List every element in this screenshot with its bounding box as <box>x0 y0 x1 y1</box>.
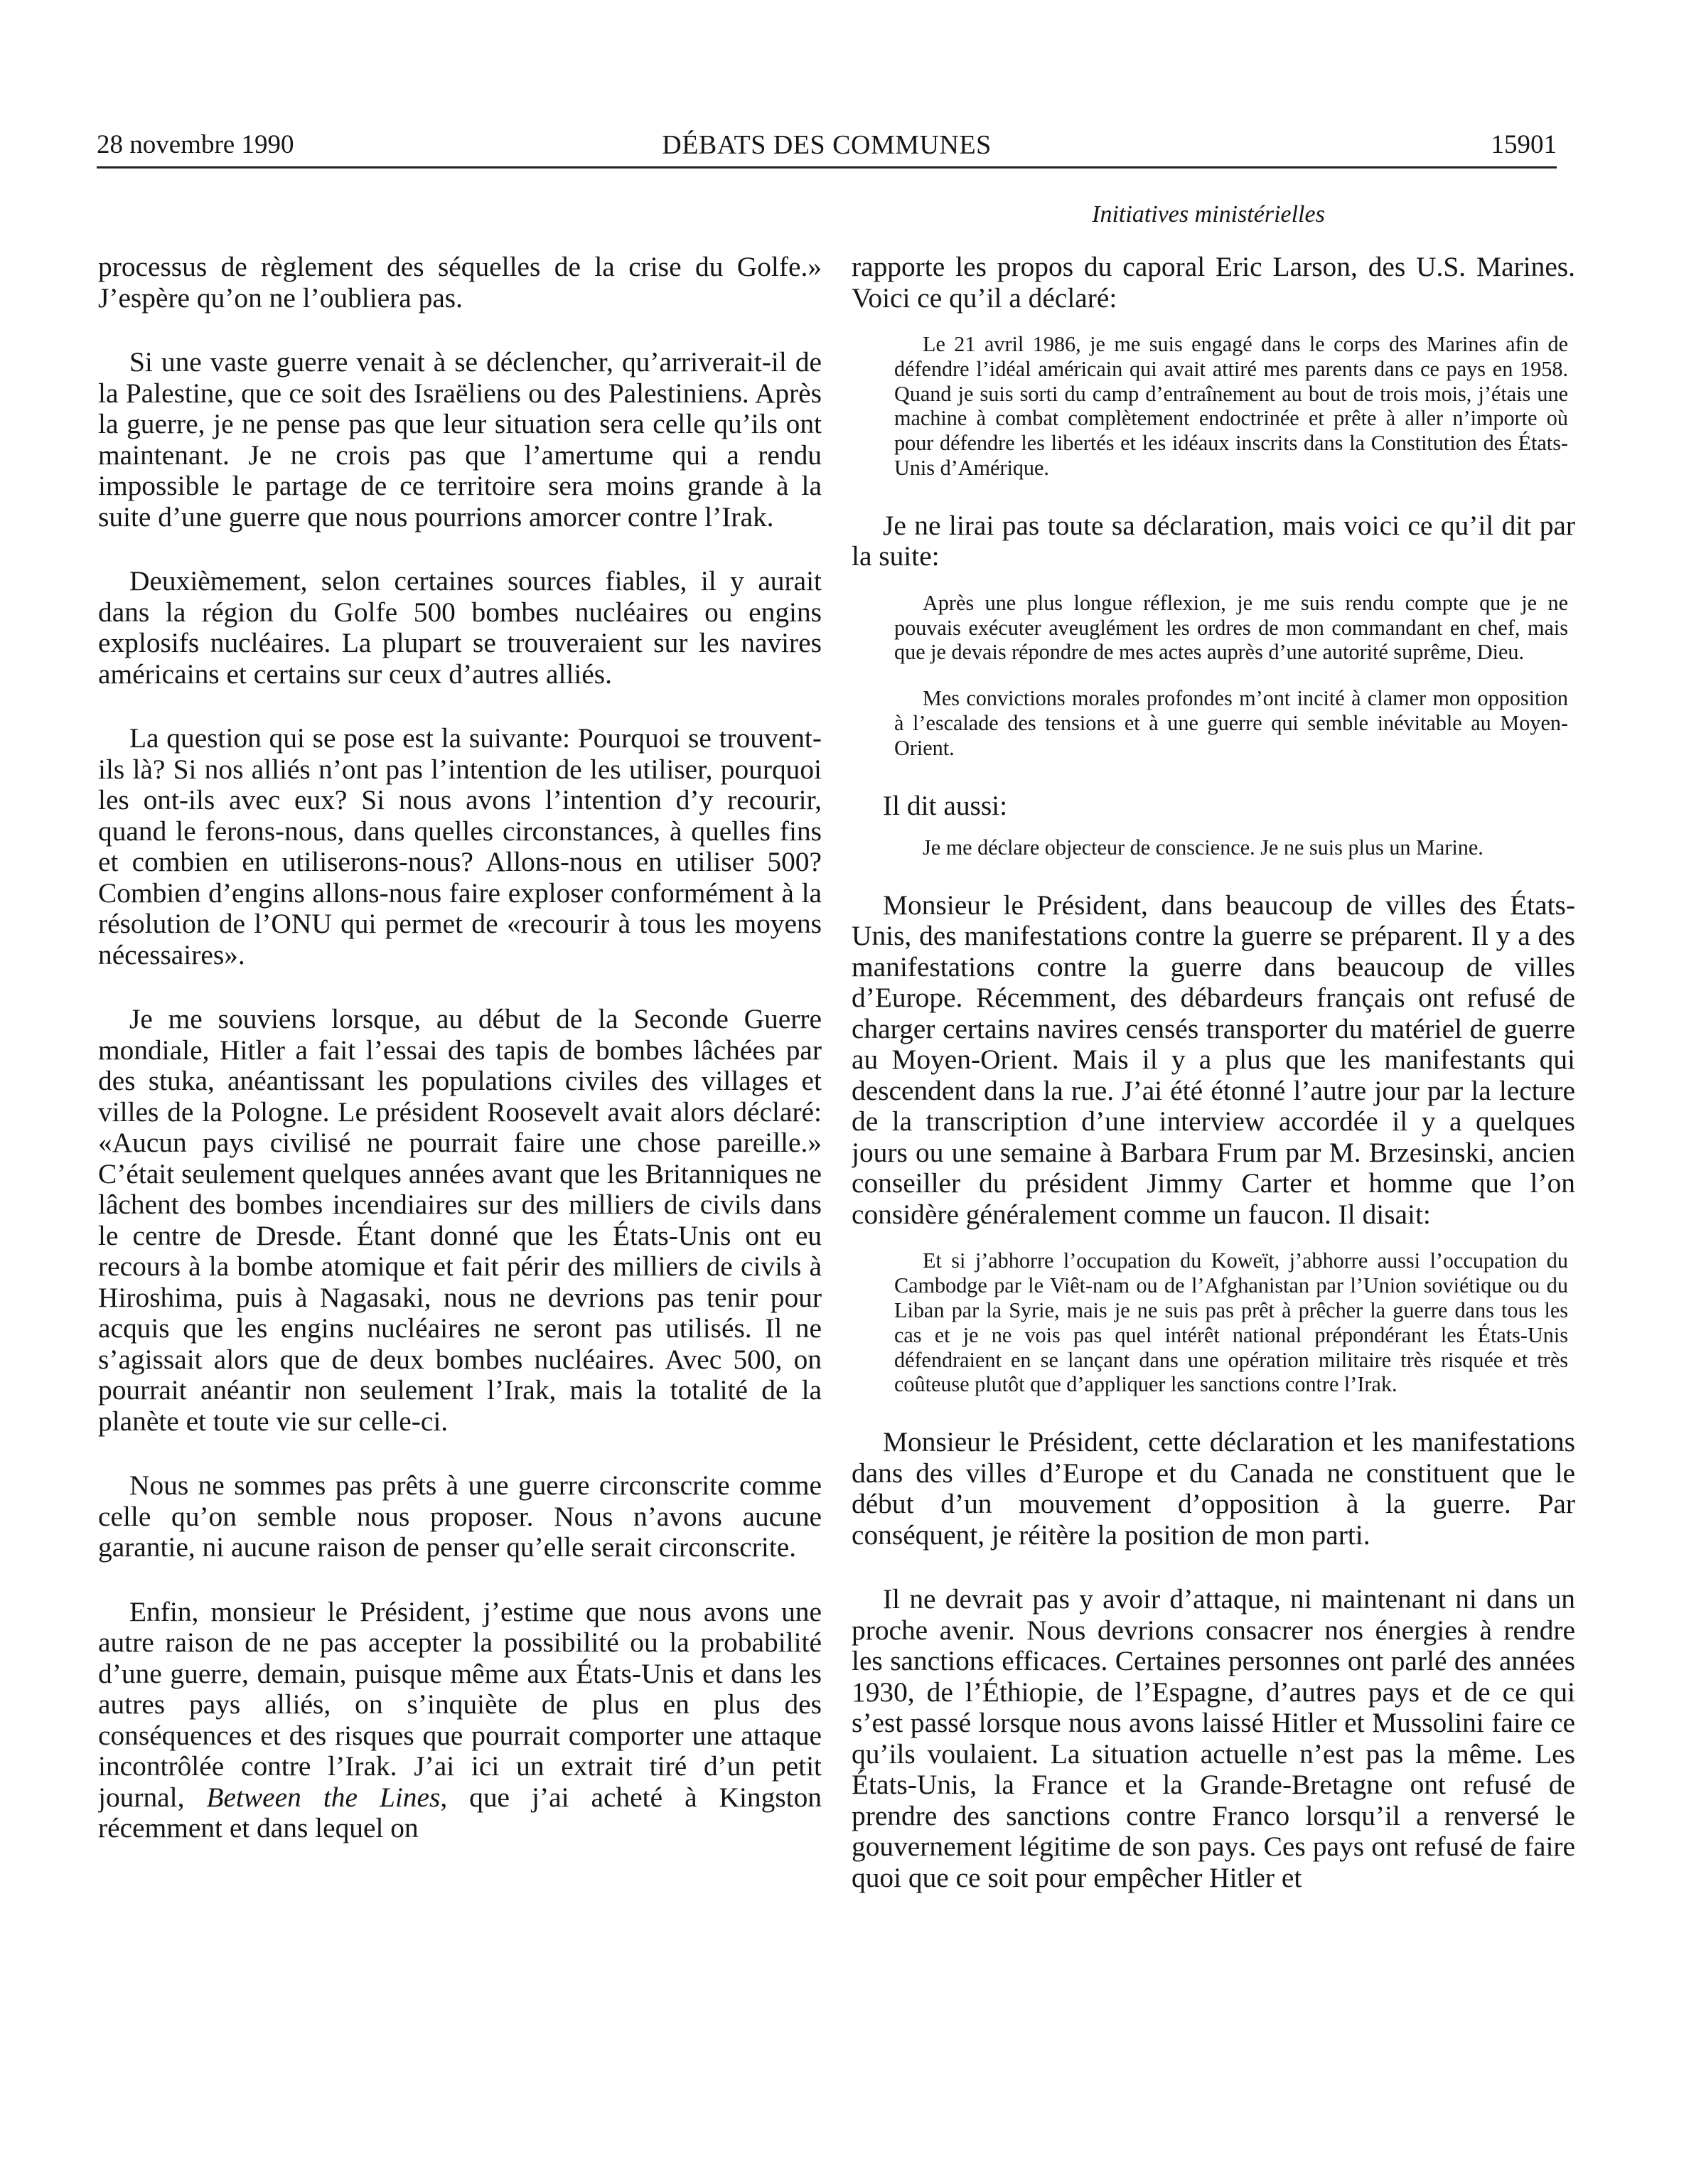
block-quote: Mes convictions morales profondes m’ont incité à clamer mon opposition à l’escalade des tensions et à une guerre qui semble inévitable au Moyen-Orient. <box>894 686 1568 760</box>
paragraph: Deuxièmement, selon certaines sources fiables, il y aurait dans la région du Golfe 500 bombes nucléaires ou engins explosifs nucléaires. La plupart se trouveraient sur les navires américains et certains sur ceux d’autres alliés. <box>98 565 822 690</box>
paragraph: Si une vaste guerre venait à se déclencher, qu’arriverait-il de la Palestine, que ce soit des Israëliens ou des Palestiniens. Après la guerre, je ne pense pas que leur situation sera celle qu’ils ont maintenant. Je ne crois pas que l’amertume qui a rendu impossible le partage de ce territoire sera moins grande à la suite d’une guerre que nous pourrions amorcer contre l’Irak. <box>98 346 822 532</box>
paragraph: processus de règlement des séquelles de la crise du Golfe.» J’espère qu’on ne l’oubliera pas. <box>98 252 822 314</box>
paragraph <box>98 1597 822 1844</box>
paragraph-text: , que j’ai acheté à Kingston récemment et dans lequel on <box>98 1781 822 1843</box>
paragraph: Nous ne sommes pas prêts à une guerre circonscrite comme celle qu’on semble nous proposer. Nous n’avons aucune garantie, ni aucune raison de penser qu’elle serait circonscrite. <box>98 1470 822 1563</box>
block-quote: Après une plus longue réflexion, je me suis rendu compte que je ne pouvais exécuter aveuglément les ordres de mon commandant en chef, mais que je devais répondre de mes actes auprès d’une autorité suprême, Dieu. <box>894 590 1568 665</box>
page-header <box>97 125 1557 165</box>
block-quote: Le 21 avril 1986, je me suis engagé dans le corps des Marines afin de défendre l’idéal américain qui avait attiré mes parents dans ce pays en 1958. Quand je suis sorti du camp d’entraînement au bout de trois mois, j’étais une machine à combat complètement endoctrinée et prête à aller n’importe où pour défendre les libertés et les idéaux inscrits dans la Constitution des États-Unis d’Amérique. <box>894 332 1568 480</box>
paragraph: Je ne lirai pas toute sa déclaration, mais voici ce qu’il dit par la suite: <box>852 509 1575 572</box>
block-quote: Je me déclare objecteur de conscience. Je ne suis plus un Marine. <box>923 835 1484 860</box>
page-number: 15901 <box>1491 130 1557 159</box>
left-column <box>98 252 822 2157</box>
paragraph: Monsieur le Président, dans beaucoup de villes des États-Unis, des manifestations contre la guerre se préparent. Il y a des manifestations contre la guerre dans beaucoup de villes d’Europe. Récemment, des débardeurs français ont refusé de charger certains navires censés transporter du matériel de guerre au Moyen-Orient. Mais il y a plus que les manifestants qui descendent dans la rue. J’ai été étonné l’autre jour par la lecture de la transcription d’une interview accordée il y a quelques jours ou une semaine à Barbara Frum par M. Brzesinski, ancien conseiller du président Jimmy Carter et homme que l’on considère généralement comme un faucon. Il disait: <box>852 889 1575 1230</box>
paragraph-text: Enfin, monsieur le Président, j’estime que nous avons une autre raison de ne pas accepter la possibilité ou la probabilité d’une guerre, demain, puisque même aux États-Unis et dans les autres pays alliés, on s’inquiète de plus en plus des conséquences et des risques que pourrait comporter une attaque incontrôlée contre l’Irak. J’ai ici un extrait tiré d’un petit journal, <box>98 1595 822 1813</box>
header-date: 28 novembre 1990 <box>97 130 294 159</box>
paragraph: Monsieur le Président, cette déclaration et les manifestations dans des villes d’Europe et du Canada ne constituent que le début d’un mouvement d’opposition à la guerre. Par conséquent, je réitère la position de mon parti. <box>852 1426 1575 1551</box>
paragraph: rapporte les propos du caporal Eric Larson, des U.S. Marines. Voici ce qu’il a déclaré: <box>852 252 1575 314</box>
paragraph: La question qui se pose est la suivante: Pourquoi se trouvent-ils là? Si nos alliés n’ont pas l’intention de les utiliser, pourquoi les ont-ils avec eux? Si nous avons l’intention d’y recourir, quand le ferons-nous, dans quelles circonstances, à quelles fins et combien en utiliserons-nous? Allons-nous en utiliser 500? Combien d’engins allons-nous faire exploser conformément à la résolution de l’ONU qui permet de «recourir à tous les moyens nécessaires». <box>98 722 822 970</box>
block-quote: Et si j’abhorre l’occupation du Koweït, j’abhorre aussi l’occupation du Cambodge par le Viêt-nam ou de l’Afghanistan par l’Union soviétique ou du Liban par la Syrie, mais je ne suis pas prêt à prêcher la guerre dans tous les cas et je ne vois pas quel intérêt national prépondérant les États-Unis défendraient en se lançant dans une opération militaire très risquée et très coûteuse plutôt que d’appliquer les sanctions contre l’Irak. <box>894 1248 1568 1397</box>
paragraph: Il ne devrait pas y avoir d’attaque, ni maintenant ni dans un proche avenir. Nous devrions consacrer nos énergies à rendre les sanctions efficaces. Certaines personnes ont parlé des années 1930, de l’Éthiopie, de l’Espagne, d’autres pays et de ce qui s’est passé lorsque nous avons laissé Hitler et Mussolini faire ce qu’ils voulaient. La situation actuelle n’est pas la même. Les États-Unis, la France et la Grande-Bretagne ont refusé de prendre des sanctions contre Franco lorsqu’il a renversé le gouvernement légitime de son pays. Ces pays ont refusé de faire quoi que ce soit pour empêcher Hitler et <box>852 1583 1575 1893</box>
header-title: DÉBATS DES COMMUNES <box>662 130 992 160</box>
journal-title: Between the Lines <box>206 1781 441 1813</box>
paragraph: Il dit aussi: <box>883 789 1008 821</box>
header-rule <box>97 166 1557 168</box>
section-label: Initiatives ministérielles <box>1092 201 1325 228</box>
paragraph: Je me souviens lorsque, au début de la Seconde Guerre mondiale, Hitler a fait l’essai des tapis de bombes lâchées par des stuka, anéantissant les populations civiles des villages et villes de la Pologne. Le président Roosevelt avait alors déclaré: «Aucun pays civilisé ne pourrait faire une chose pareille.» C’était seulement quelques années avant que les Britanniques ne lâchent des bombes incendiaires sur des milliers de civils dans le centre de Dresde. Étant donné que les États-Unis ont eu recours à la bombe atomique et fait périr des milliers de civils à Hiroshima, puis à Nagasaki, nous ne devrions pas tenir pour acquis que les engins nucléaires ne seront pas utilisés. Il ne s’agissait alors que de deux bombes nucléaires. Avec 500, on pourrait anéantir non seulement l’Irak, mais la totalité de la planète et toute vie sur celle-ci. <box>98 1003 822 1437</box>
right-column <box>852 252 1575 2157</box>
